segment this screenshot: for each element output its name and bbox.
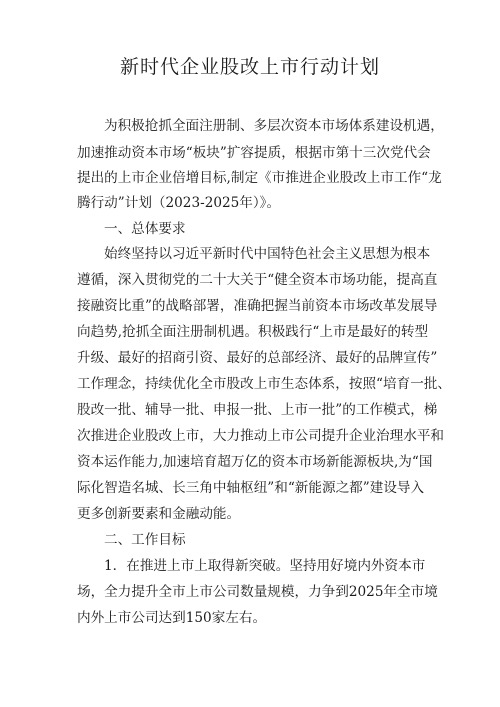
- section1-line-3: 接融资比重”的战略部署，准确把握当前资本市场改革发展导: [77, 298, 438, 314]
- section1-line-5: 升级、最好的招商引资、最好的总部经济、最好的品牌宣传”: [77, 350, 438, 366]
- section1-line-7: 股改一批、辅导一批、申报一批、上市一批”的工作模式，梯: [77, 402, 438, 418]
- document-title: 新时代企业股改上市行动计划: [119, 56, 380, 78]
- intro-line-2: 加速推动资本市场“板块”扩容提质，根据市第十三次党代会: [77, 145, 431, 161]
- section1-line-8: 次推进企业股改上市，大力推动上市公司提升企业治理水平和: [77, 428, 445, 444]
- section1-line-11: 更多创新要素和金融动能。: [77, 506, 241, 522]
- section1-line-2: 遵循，深入贯彻党的二十大关于“健全资本市场功能，提高直: [77, 272, 438, 288]
- section2-line-1: 1．在推进上市上取得新突破。坚持用好境内外资本市: [104, 558, 426, 574]
- section1-line-6: 工作理念，持续优化全市股改上市生态体系，按照“培育一批、: [77, 376, 451, 392]
- section-heading-general-requirements: 一、总体要求: [104, 221, 186, 237]
- intro-line-1: 为积极抢抓全面注册制、多层次资本市场体系建设机遇，: [104, 118, 444, 134]
- section2-line-3: 内外上市公司达到150家左右。: [77, 610, 267, 626]
- intro-line-4: 腾行动”计划（2023-2025年）》。: [77, 195, 281, 211]
- section2-line-2: 场，全力提升全市上市公司数量规模，力争到2025年全市境: [77, 584, 438, 600]
- section1-line-9: 资本运作能力,加速培育超万亿的资本市场新能源板块,为“国: [77, 454, 433, 470]
- section-heading-work-goals: 二、工作目标: [104, 532, 186, 548]
- intro-line-3: 提出的上市企业倍增目标,制定《市推进企业股改上市工作“龙: [77, 170, 442, 186]
- section1-line-1: 始终坚持以习近平新时代中国特色社会主义思想为根本: [104, 246, 431, 262]
- section1-line-10: 际化智造名城、长三角中轴枢纽”和“新能源之都”建设导入: [77, 480, 425, 496]
- section1-line-4: 向趋势,抢抓全面注册制机遇。积极践行“上市是最好的转型: [77, 324, 429, 340]
